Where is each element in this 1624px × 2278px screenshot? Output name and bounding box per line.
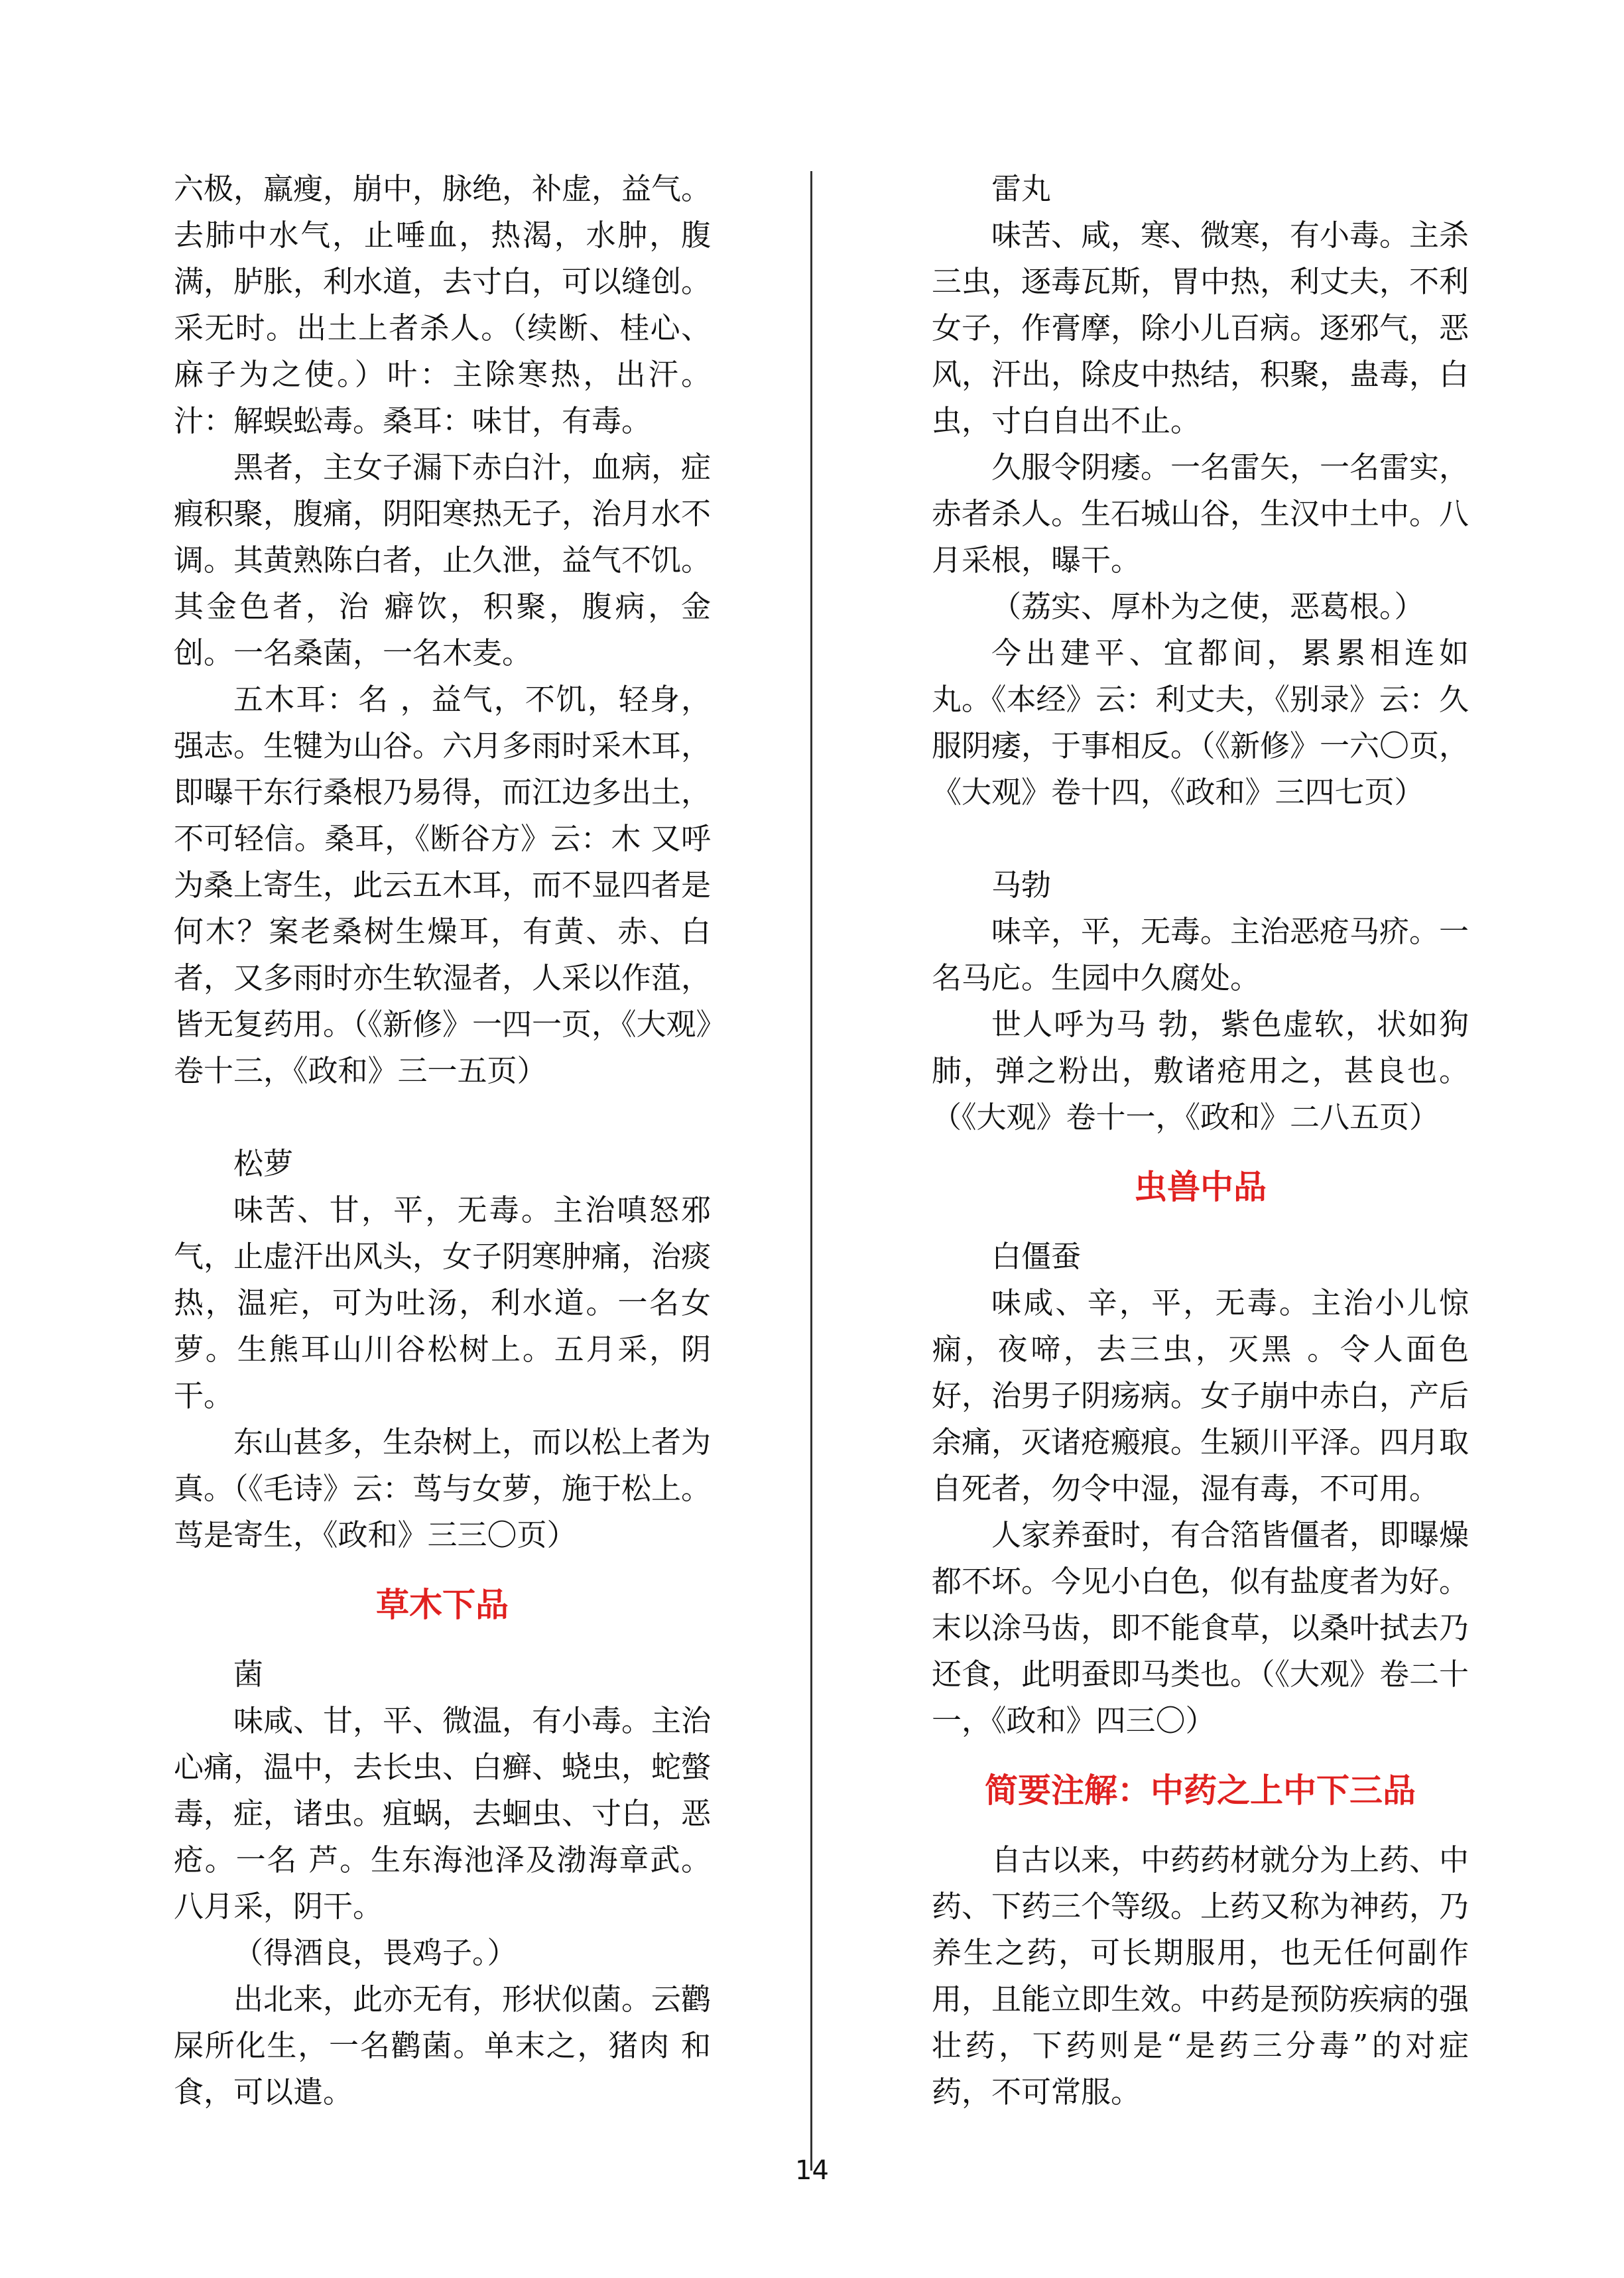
- left-column: [174, 166, 711, 2116]
- section-heading: 简要注解：中药之上中下三品: [985, 1771, 1416, 1810]
- paragraph: 自古以来，中药药材就分为上药、中药、下药三个等级。上药又称为神药，乃养生之药，可长期服用，也无任何副作用，且能立即生效。中药是预防疾病的强壮药，下药则是“是药三分毒”的对症药，不可常服。: [932, 1842, 1469, 2110]
- paragraph: 出北来，此亦无有，形状似菌。云鹳屎所化生，一名鹳菌。单末之，猪肉 和食，可以遣。: [174, 1982, 712, 2110]
- page-number: 14: [795, 2155, 829, 2186]
- section-heading: 草木下品: [376, 1586, 509, 1624]
- paragraph: 东山甚多，生杂树上，而以松上者为真。（《毛诗》云：茑与女萝，施于松上。茑是寄生，《政和》三三〇页）: [174, 1424, 712, 1552]
- right-column: [932, 166, 1469, 2116]
- paragraph: 人家养蚕时，有合箔皆僵者，即曝燥都不坏。今见小白色，似有盐度者为好。末以涂马齿，即不能食草，以桑叶拭去乃还食，此明蚕即马类也。（《大观》卷二十一，《政和》四三〇）: [932, 1517, 1469, 1738]
- paragraph: 今出建平、宜都间，累累相连如丸。《本经》云：利丈夫，《别录》云：久服阴痿，于事相反。（《新修》一六〇页，《大观》卷十四，《政和》三四七页）: [932, 635, 1469, 810]
- entry-title: 菌: [233, 1657, 264, 1692]
- entry-title: 雷丸: [991, 171, 1052, 206]
- paragraph: 黑者，主女子漏下赤白汁，血病，症瘕积聚，腹痛，阴阳寒热无子，治月水不调。其黄熟陈白者，止久泄，益气不饥。其金色者，治 癖饮，积聚，腹病，金创。一名桑菌，一名木麦。: [174, 450, 712, 670]
- paragraph: 久服令阴痿。一名雷矢，一名雷实，赤者杀人。生石城山谷，生汉中土中。八月采根，曝干。: [932, 450, 1469, 578]
- paragraph: 世人呼为马 勃，紫色虚软，状如狗肺，弹之粉出，敷诸疮用之，甚良也。（《大观》卷十一，《政和》二八五页）: [932, 1007, 1469, 1135]
- entry-title: 马勃: [991, 867, 1052, 903]
- paragraph: （荔实、厚朴为之使，恶葛根。）: [991, 589, 1424, 624]
- paragraph: （得酒良，畏鸡子。）: [233, 1935, 517, 1970]
- paragraph: 味辛，平，无毒。主治恶疮马疥。一名马庀。生园中久腐处。: [932, 914, 1469, 995]
- paragraph: 五木耳：名 ，益气，不饥，轻身，强志。生犍为山谷。六月多雨时采木耳，即曝干东行桑根乃易得，而江边多出土，不可轻信。桑耳，《断谷方》云：木 又呼为桑上寄生，此云五木耳，而不显四者是何木？案老桑树生燥耳，有黄、赤、白者，又多雨时亦生软湿者，人采以作菹，皆无复药用。（《新修》一四一页，《大观》卷十三，《政和》三一五页）: [174, 682, 712, 1088]
- paragraph: 味咸、辛，平，无毒。主治小儿惊痫，夜啼，去三虫，灭黑 。令人面色好，治男子阴疡病。女子崩中赤白，产后余痛，灭诸疮瘢痕。生颍川平泽。四月取自死者，勿令中湿，湿有毒，不可用。: [932, 1285, 1469, 1506]
- entry-title: 松萝: [233, 1146, 294, 1181]
- paragraph: 六极，羸瘦，崩中，脉绝，补虚，益气。去肺中水气，止唾血，热渴，水肿，腹满，胪胀，利水道，去寸白，可以缝创。采无时。出土上者杀人。（续断、桂心、麻子为之使。）叶：主除寒热，出汗。汁：解蜈蚣毒。桑耳：味甘，有毒。: [174, 171, 712, 438]
- entry-title: 白僵蚕: [991, 1239, 1082, 1274]
- paragraph: 味咸、甘，平、微温，有小毒。主治心痛，温中，去长虫、白癣、蛲虫，蛇螫毒，症，诸虫。疽蜗，去蛔虫、寸白，恶疮。一名 芦。生东海池泽及渤海章武。八月采，阴干。: [174, 1703, 712, 1924]
- paragraph: 味苦、咸，寒、微寒，有小毒。主杀三虫，逐毒瓦斯，胃中热，利丈夫，不利女子，作膏摩，除小儿百病。逐邪气，恶风，汗出，除皮中热结，积聚，蛊毒，白虫，寸白自出不止。: [932, 218, 1469, 438]
- paragraph: 味苦、甘，平，无毒。主治嗔怒邪气，止虚汗出风头，女子阴寒肿痛，治痰热，温疟，可为吐汤，利水道。一名女萝。生熊耳山川谷松树上。五月采，阴干。: [174, 1192, 712, 1413]
- column-divider: [810, 171, 812, 2171]
- section-heading: 虫兽中品: [1134, 1168, 1267, 1206]
